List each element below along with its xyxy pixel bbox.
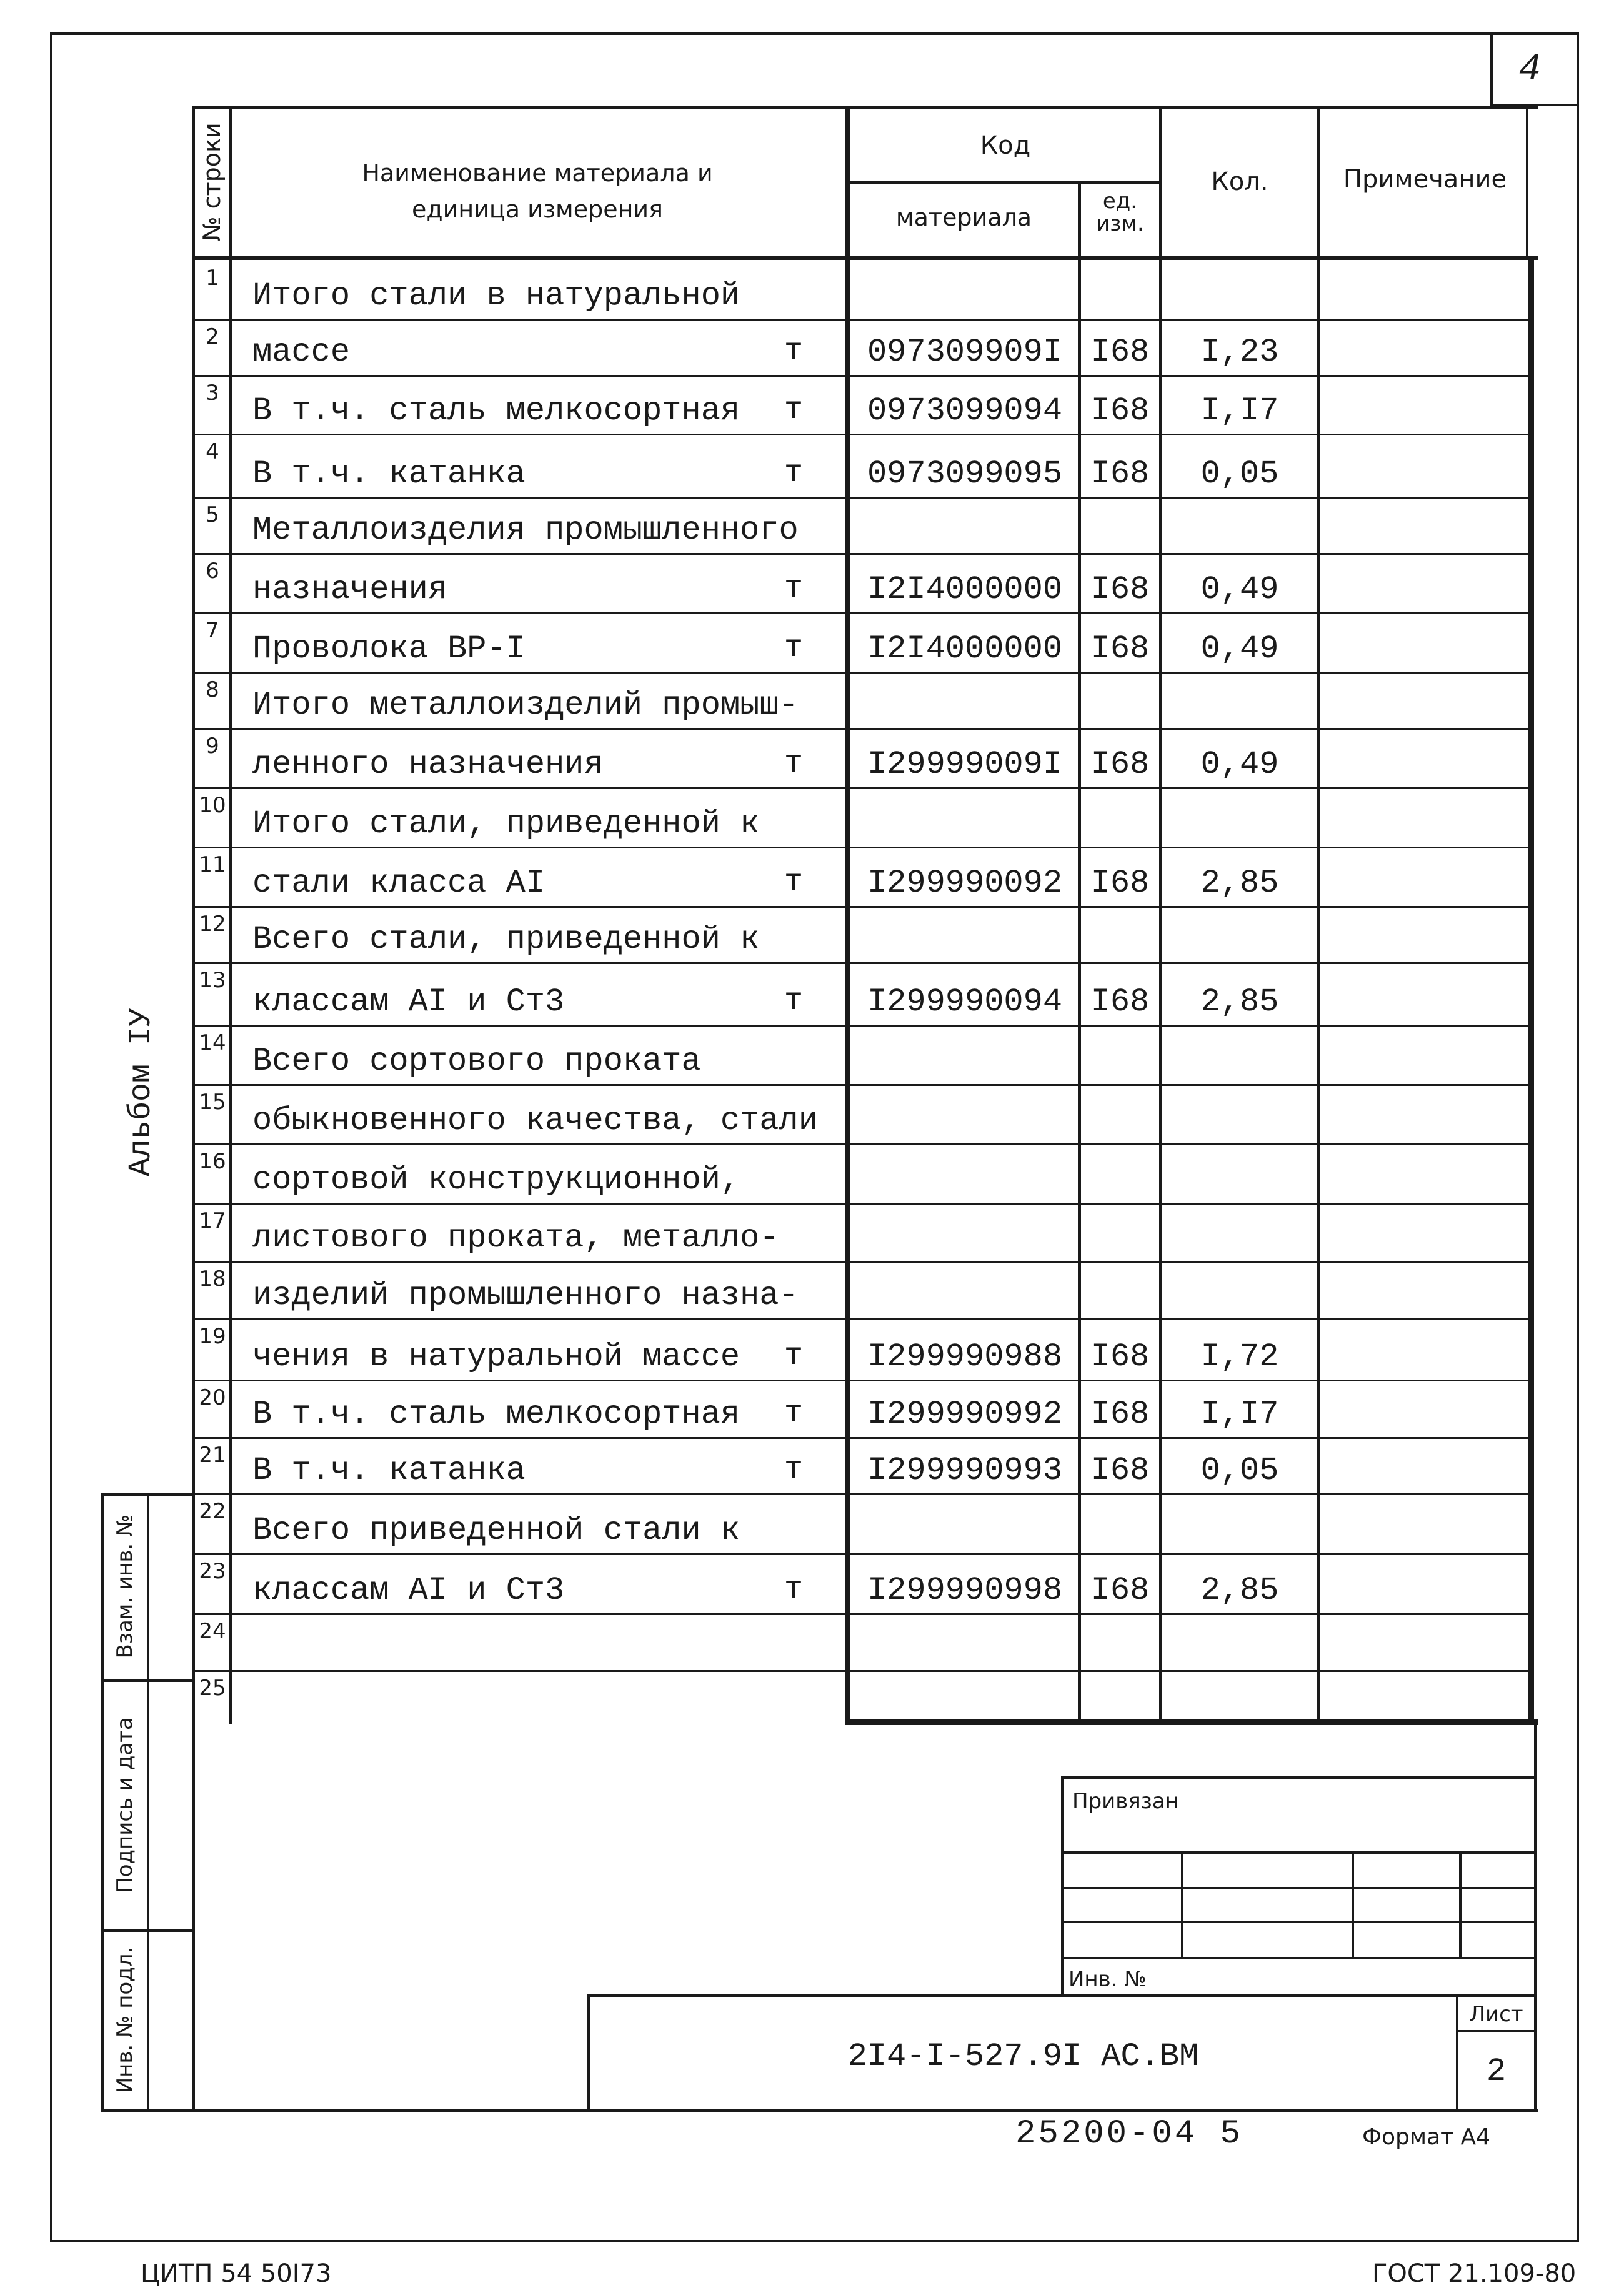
format-label: Формат А4	[1362, 2124, 1491, 2150]
row-name: В т.ч. сталь мелкосортная	[252, 1396, 740, 1433]
row-quantity: I,I7	[1200, 392, 1279, 429]
row-material-code: I299990094	[867, 983, 1063, 1020]
vzam-inv-label: Взам. инв. №	[112, 1514, 137, 1659]
row-material-code: 097309909I	[867, 334, 1063, 371]
row-unit: т	[784, 746, 804, 782]
row-unit: т	[784, 1452, 804, 1488]
row-unit-code: I68	[1090, 455, 1150, 492]
row-quantity: I,I7	[1200, 1396, 1279, 1433]
unit-header	[1081, 190, 1159, 235]
row-number: 20	[199, 1385, 226, 1410]
signature-date-label: Подпись и дата	[112, 1717, 137, 1893]
row-unit: т	[784, 455, 804, 491]
print-code: ЦИТП 54 50I73	[141, 2259, 332, 2288]
row-unit-code: I68	[1090, 334, 1150, 371]
material-header: материала	[895, 204, 1032, 231]
row-number: 5	[206, 502, 219, 527]
row-number: 9	[206, 734, 219, 759]
row-unit: т	[784, 1396, 804, 1431]
row-name: ленного назначения	[252, 746, 604, 783]
row-number: 10	[199, 793, 226, 818]
row-name: В т.ч. катанка	[252, 455, 526, 492]
row-name: Итого стали, приведенной к	[252, 805, 760, 842]
album-label: Альбом IУ	[124, 1007, 159, 1177]
row-number: 6	[206, 559, 219, 584]
row-number: 8	[206, 677, 219, 702]
row-name: стали класса AI	[252, 865, 545, 902]
row-name: назначения	[252, 571, 448, 608]
row-quantity: 2,85	[1200, 865, 1279, 902]
row-number: 25	[199, 1676, 226, 1701]
row-name: Металлоизделия промышленного	[252, 512, 799, 549]
row-number: 23	[199, 1559, 226, 1584]
row-name: Всего приведенной стали к	[252, 1512, 740, 1549]
row-unit-code: I68	[1090, 571, 1150, 608]
row-name: Всего сортового проката	[252, 1043, 701, 1080]
row-unit: т	[784, 1572, 804, 1608]
row-quantity: 2,85	[1200, 1572, 1279, 1609]
row-name: сортовой конструкционной,	[252, 1161, 740, 1198]
row-name: Всего стали, приведенной к	[252, 921, 760, 958]
note-header: Примечание	[1343, 165, 1507, 194]
row-name: классам AI и Ст3	[252, 983, 565, 1020]
row-quantity: 0,49	[1200, 571, 1279, 608]
row-unit-code: I68	[1090, 630, 1150, 667]
row-unit: т	[784, 630, 804, 666]
privyazan-label: Привязан	[1072, 1789, 1179, 1814]
row-unit-code: I68	[1090, 1572, 1150, 1609]
row-number: 17	[199, 1208, 226, 1233]
row-material-code: 0973099094	[867, 392, 1063, 429]
row-name: чения в натуральной массе	[252, 1338, 740, 1375]
row-number: 11	[199, 852, 226, 877]
row-number: 12	[199, 912, 226, 937]
row-unit-code: I68	[1090, 865, 1150, 902]
row-number: 13	[199, 968, 226, 993]
row-name: Итого стали в натуральной	[252, 277, 740, 314]
row-material-code: I299990092	[867, 865, 1063, 902]
row-unit: т	[784, 571, 804, 607]
row-number: 15	[199, 1090, 226, 1115]
gost-label: ГОСТ 21.109-80	[1372, 2259, 1577, 2288]
unit-header-line2: изм.	[1096, 211, 1144, 236]
row-quantity: I,72	[1200, 1338, 1279, 1375]
row-name: Итого металлоизделий промыш-	[252, 687, 799, 724]
name-header-line1: Наименование материала и	[362, 159, 713, 187]
row-number: 19	[199, 1324, 226, 1349]
row-name: Проволока ВР-I	[252, 630, 526, 667]
row-unit: т	[784, 1338, 804, 1374]
row-unit: т	[784, 334, 804, 369]
row-unit: т	[784, 392, 804, 428]
unit-header-line1: ед.	[1102, 189, 1138, 214]
code-header: Код	[980, 131, 1031, 160]
row-quantity: I,23	[1200, 334, 1279, 371]
inv-podl-label: Инв. № подл.	[112, 1946, 137, 2094]
row-unit-code: I68	[1090, 392, 1150, 429]
row-material-code: I29999009I	[867, 746, 1063, 783]
row-number: 4	[206, 439, 219, 464]
row-material-code: I299990998	[867, 1572, 1063, 1609]
row-name: классам AI и Ст3	[252, 1572, 565, 1609]
row-material-code: I299990993	[867, 1452, 1063, 1489]
row-number: 2	[206, 324, 219, 349]
row-number: 21	[199, 1443, 226, 1468]
row-number: 24	[199, 1619, 226, 1644]
document-designation: 2I4-I-527.9I АС.ВМ	[847, 2038, 1199, 2075]
row-unit: т	[784, 865, 804, 900]
row-material-code: I299990988	[867, 1338, 1063, 1375]
row-number: 3	[206, 381, 219, 405]
row-name: В т.ч. катанка	[252, 1452, 526, 1489]
row-quantity: 0,05	[1200, 455, 1279, 492]
row-number: 1	[206, 266, 219, 291]
row-unit: т	[784, 983, 804, 1019]
row-quantity: 2,85	[1200, 983, 1279, 1020]
row-quantity: 0,49	[1200, 746, 1279, 783]
row-name: массе	[252, 334, 351, 371]
row-name: листового проката, металло-	[252, 1220, 779, 1256]
row-unit-code: I68	[1090, 1338, 1150, 1375]
row-number: 22	[199, 1499, 226, 1524]
row-material-code: I2I4000000	[867, 571, 1063, 608]
row-number: 18	[199, 1266, 226, 1291]
row-number: 14	[199, 1030, 226, 1055]
order-number: 25200-04 5	[1015, 2115, 1243, 2153]
row-number: 7	[206, 618, 219, 643]
sheet-number: 2	[1486, 2053, 1507, 2090]
name-header	[262, 155, 812, 227]
row-number-header: № строки	[198, 122, 226, 241]
row-number: 16	[199, 1149, 226, 1174]
inv-no-label: Инв. №	[1069, 1967, 1147, 1992]
row-name: обыкновенного качества, стали	[252, 1102, 818, 1139]
sheet-corner-number: 4	[1518, 49, 1542, 91]
row-unit-code: I68	[1090, 983, 1150, 1020]
row-unit-code: I68	[1090, 1452, 1150, 1489]
row-quantity: 0,49	[1200, 630, 1279, 667]
qty-header: Кол.	[1211, 167, 1268, 196]
sheet-label: Лист	[1469, 2002, 1523, 2027]
row-material-code: 0973099095	[867, 455, 1063, 492]
row-name: изделий промышленного назна-	[252, 1277, 799, 1314]
row-name: В т.ч. сталь мелкосортная	[252, 392, 740, 429]
name-header-line2: единица измерения	[412, 196, 663, 223]
row-material-code: I2I4000000	[867, 630, 1063, 667]
row-material-code: I299990992	[867, 1396, 1063, 1433]
row-quantity: 0,05	[1200, 1452, 1279, 1489]
row-unit-code: I68	[1090, 1396, 1150, 1433]
row-unit-code: I68	[1090, 746, 1150, 783]
